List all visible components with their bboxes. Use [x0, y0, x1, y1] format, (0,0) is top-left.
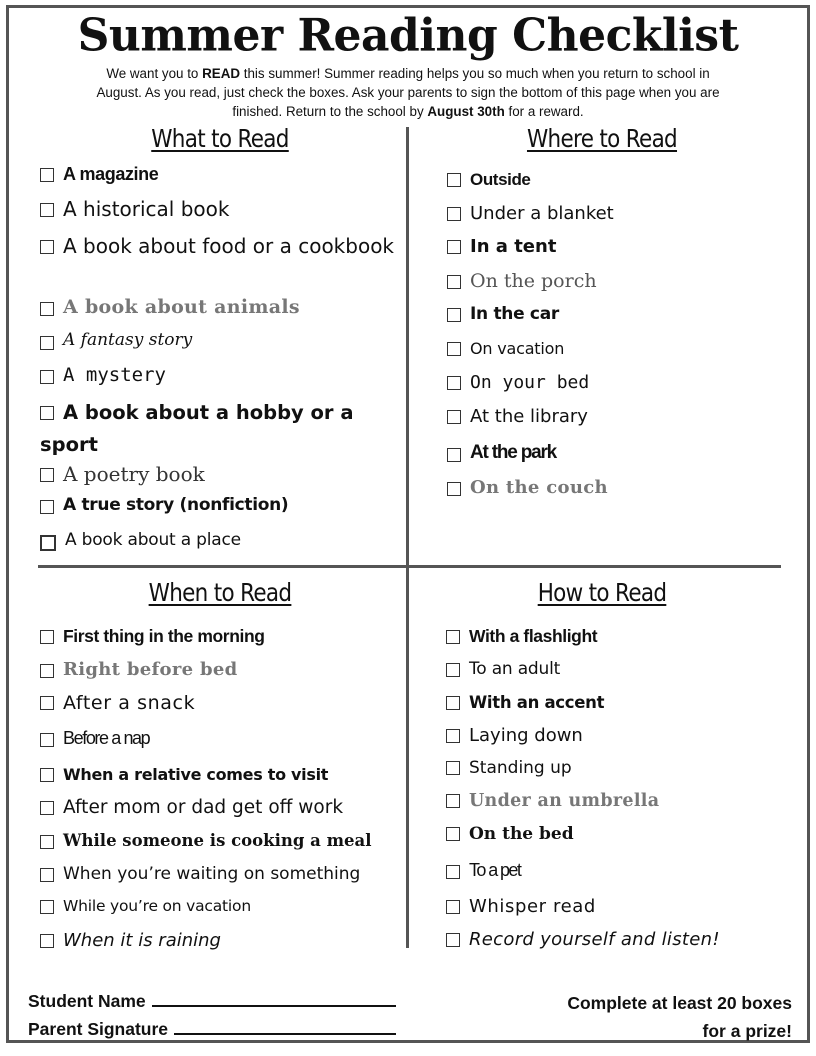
item-label: First thing in the morning [63, 626, 265, 646]
parent-signature-row [28, 1017, 396, 1040]
checklist-item[interactable] [40, 797, 400, 831]
checkbox[interactable] [40, 768, 54, 782]
checklist-item[interactable] [447, 270, 792, 304]
checklist-item[interactable] [40, 930, 400, 963]
checkbox[interactable] [447, 448, 461, 462]
section-title: Where to Read [526, 124, 678, 153]
checklist-item[interactable] [447, 339, 792, 372]
item-label: On vacation [470, 339, 565, 358]
item-label: At the park [470, 442, 557, 463]
section-how-to-read [412, 576, 792, 962]
checklist-item[interactable] [40, 864, 400, 897]
item-label: A book about animals [63, 296, 300, 318]
intro-text: We want you to [106, 66, 203, 81]
item-label: When a relative comes to visit [63, 765, 329, 784]
checkbox[interactable] [40, 934, 54, 948]
prize-line-1: Complete at least 20 boxes [567, 993, 792, 1013]
checkbox[interactable] [40, 500, 54, 514]
item-label: A poetry book [63, 462, 205, 486]
checkbox[interactable] [447, 308, 461, 322]
item-label: Outside [470, 170, 531, 189]
checkbox[interactable] [447, 376, 461, 390]
checkbox[interactable] [447, 240, 461, 254]
checkbox[interactable] [446, 933, 460, 947]
item-label: When it is raining [63, 930, 221, 951]
checklist-item[interactable] [447, 203, 792, 236]
page-title: Summer Reading Checklist [77, 9, 739, 62]
item-label: A mystery [63, 364, 166, 386]
horizontal-divider [38, 565, 781, 568]
item-label: A book about food or a cookbook [63, 234, 395, 258]
checkbox[interactable] [447, 482, 461, 496]
student-name-label: Student Name [28, 991, 146, 1011]
checklist-item[interactable] [40, 728, 400, 765]
checkbox[interactable] [446, 663, 460, 677]
checkbox[interactable] [40, 664, 54, 678]
checklist-item[interactable] [40, 659, 400, 692]
item-label: When you’re waiting on something [63, 864, 361, 884]
checklist-item[interactable] [40, 530, 400, 563]
item-label: To a pet [469, 860, 521, 880]
checkbox[interactable] [40, 835, 54, 849]
item-label: A fantasy story [63, 330, 193, 350]
checklist-item[interactable] [40, 897, 400, 930]
checkbox[interactable] [446, 696, 460, 710]
section-when-to-read [40, 576, 400, 963]
checklist-item[interactable] [446, 725, 792, 758]
parent-signature-field[interactable] [174, 1017, 396, 1035]
section-title: How to Read [537, 578, 667, 607]
checklist-item[interactable] [40, 692, 400, 728]
item-label: Before a nap [63, 728, 150, 748]
checklist-item[interactable] [40, 296, 400, 330]
checklist-item[interactable] [40, 626, 400, 659]
item-label: Record yourself and listen! [469, 929, 720, 950]
student-name-row [28, 989, 396, 1012]
item-label: On the bed [469, 824, 574, 844]
checkbox[interactable] [447, 275, 461, 289]
checklist-item[interactable] [40, 765, 400, 797]
intro-text: for a reward. [504, 104, 584, 119]
student-name-field[interactable] [152, 989, 396, 1007]
checkbox[interactable] [446, 900, 460, 914]
section-where-to-read [412, 122, 792, 510]
checklist-item[interactable] [40, 164, 400, 197]
checkbox[interactable] [446, 630, 460, 644]
item-label: At the library [470, 406, 588, 427]
prize-note [567, 989, 792, 1045]
section-title: When to Read [148, 578, 292, 607]
checklist-item[interactable] [446, 758, 792, 791]
checkbox[interactable] [40, 868, 54, 882]
checklist-item[interactable] [40, 364, 400, 397]
item-label: On the couch [470, 477, 608, 498]
checklist-item[interactable] [447, 236, 792, 270]
intro-text: this summer! Summer reading helps you so much when you return to school in August. As you read, just check the boxes. Ask your parents to sign the bottom of this page when you are finished. Return to the school by [96, 66, 720, 119]
item-label: While someone is cooking a meal [63, 831, 372, 850]
checkbox[interactable] [40, 696, 54, 710]
intro-emphasis-read: READ [202, 66, 241, 81]
checkbox[interactable] [40, 302, 54, 316]
prize-line-2: for a prize! [702, 1021, 792, 1041]
checkbox[interactable] [447, 410, 461, 424]
intro-paragraph [90, 64, 726, 121]
section-title: What to Read [151, 124, 289, 153]
checkbox[interactable] [40, 168, 54, 182]
checkbox[interactable] [40, 733, 54, 747]
checklist-item[interactable] [446, 896, 792, 929]
item-label: A historical book [63, 197, 230, 221]
item-label: On the porch [470, 270, 597, 292]
item-label: After mom or dad get off work [63, 797, 344, 818]
checkbox[interactable] [447, 207, 461, 221]
item-label: A book about a hobby or a sport [40, 401, 354, 456]
checklist-item[interactable] [447, 406, 792, 442]
checklist-item[interactable] [40, 462, 400, 495]
checkbox[interactable] [446, 729, 460, 743]
checkbox[interactable] [40, 801, 54, 815]
item-label: Whisper read [469, 896, 596, 917]
checkbox[interactable] [446, 865, 460, 879]
item-label: After a snack [63, 692, 196, 714]
item-label-wrap [40, 397, 400, 461]
item-label: A true story (nonfiction) [63, 495, 289, 515]
checklist-item[interactable] [446, 791, 792, 824]
checklist-item[interactable] [447, 372, 792, 406]
checkbox[interactable] [40, 240, 54, 254]
checkbox[interactable] [40, 203, 54, 217]
checkbox[interactable] [40, 370, 54, 384]
checklist-item[interactable] [446, 860, 792, 896]
checklist-item[interactable] [446, 929, 792, 962]
checkbox[interactable] [446, 761, 460, 775]
item-label-wrap [40, 230, 394, 263]
checklist-item[interactable] [446, 659, 792, 693]
checklist-item[interactable] [446, 626, 792, 659]
checklist-item[interactable] [447, 170, 792, 203]
item-label: Standing up [469, 758, 572, 778]
item-label: A magazine [63, 164, 159, 184]
checkbox[interactable] [40, 535, 56, 551]
checkbox[interactable] [40, 406, 54, 420]
item-label: Laying down [469, 725, 583, 746]
checklist-item[interactable] [447, 304, 792, 339]
item-label: Right before bed [63, 659, 238, 680]
item-label: In the car [470, 304, 559, 324]
section-what-to-read [40, 122, 400, 563]
item-label: While you’re on vacation [63, 897, 251, 915]
checkbox[interactable] [40, 900, 54, 914]
checklist-item[interactable] [40, 197, 400, 230]
parent-signature-label: Parent Signature [28, 1019, 169, 1039]
item-label: Under an umbrella [469, 791, 660, 811]
checklist-item[interactable] [446, 824, 792, 860]
checklist-item[interactable] [40, 495, 400, 530]
checklist-item[interactable] [446, 693, 792, 725]
checkbox[interactable] [446, 794, 460, 808]
checkbox[interactable] [40, 630, 54, 644]
item-label: In a tent [470, 236, 557, 257]
checkbox[interactable] [40, 336, 54, 350]
checklist-item[interactable] [40, 330, 400, 364]
checkbox[interactable] [447, 342, 461, 356]
vertical-divider [406, 127, 409, 948]
checklist-item[interactable] [40, 831, 400, 864]
item-label: With an accent [469, 693, 605, 712]
intro-emphasis-date: August 30th [427, 104, 505, 119]
item-label: Under a blanket [470, 203, 614, 224]
item-label: A book about a place [65, 530, 241, 550]
checklist-item[interactable] [40, 230, 400, 296]
checklist-item[interactable] [447, 442, 792, 477]
item-label: On your bed [470, 372, 590, 393]
checkbox[interactable] [447, 173, 461, 187]
checklist-item[interactable] [447, 477, 792, 510]
checkbox[interactable] [40, 468, 54, 482]
checklist-item[interactable] [40, 397, 400, 462]
item-label: To an adult [469, 659, 561, 679]
checkbox[interactable] [446, 827, 460, 841]
item-label: With a flashlight [469, 626, 598, 646]
